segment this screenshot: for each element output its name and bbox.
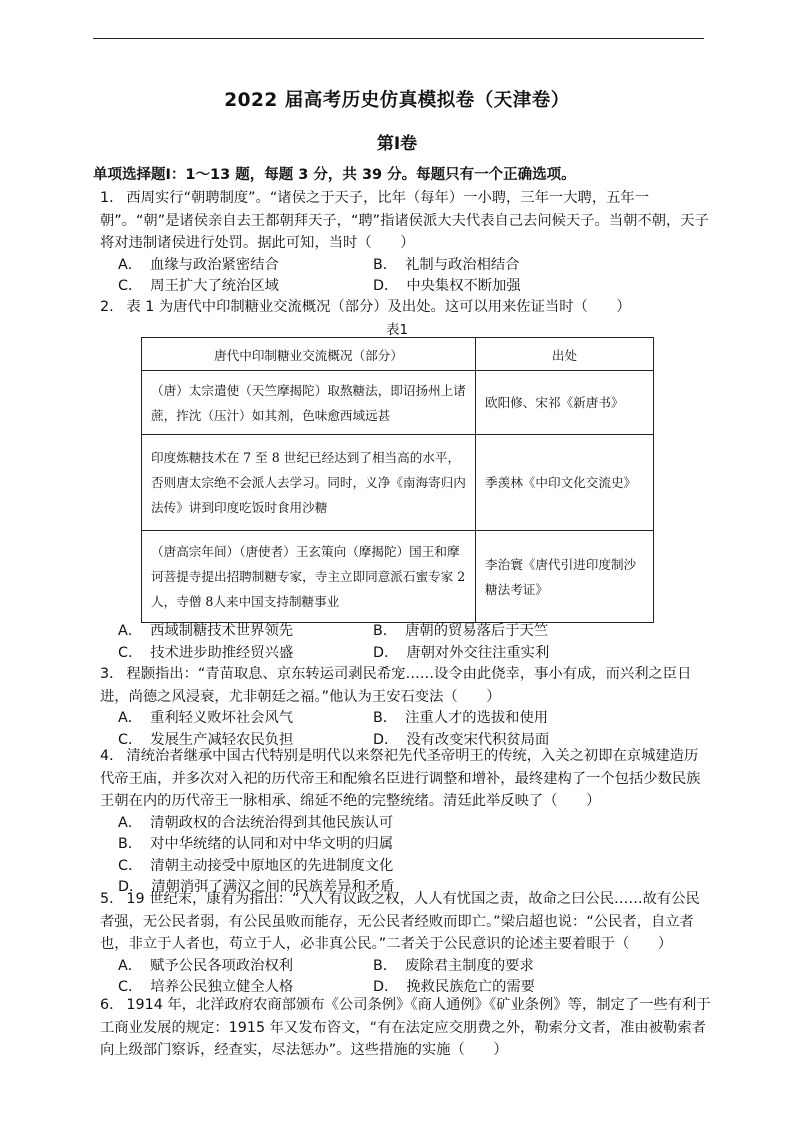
option-label: A． xyxy=(118,710,143,726)
option-label: C． xyxy=(118,979,143,995)
question-text: 西周实行“朝聘制度”。“诸侯之于天子，比年（每年）一小聘，三年一大聘，五年一朝”。“朝”是诸侯亲自去王都朝拜天子，“聘”指诸侯派大夫代表自己去问候天子。当朝不朝，天子将对违制诸侯进行处罚。据此可知，当时（ ） xyxy=(100,190,709,251)
options xyxy=(100,813,712,899)
option-text: 没有改变宋代积贫局面 xyxy=(406,731,550,748)
table-row xyxy=(142,435,654,531)
question-number: 4． xyxy=(100,748,124,764)
option-text: 培养公民独立健全人格 xyxy=(150,979,294,995)
question-text: 表 1 为唐代中印制糖业交流概况（部分）及出处。这可以用来佐证当时（ ） xyxy=(126,299,631,315)
option-label: D． xyxy=(373,278,399,294)
question-text: 19 世纪末，康有为指出：“人人有议政之权，人人有忧国之责，故命之曰公民……故有公民者强，无公民者弱，有公民虽败而能存，无公民者经败而即亡。”梁启超也说：“公民者，自立者也，非立于人者也，苟立于人，必非真公民。”二者关于公民意识的论述主要着眼于（ ） xyxy=(100,891,700,952)
option-text: 清朝主动接受中原地区的先进制度文化 xyxy=(150,857,394,874)
question-stem xyxy=(100,888,712,956)
option-label: D． xyxy=(118,879,144,895)
option-label: D． xyxy=(373,979,399,995)
option-label: B． xyxy=(373,623,398,639)
option-label: A． xyxy=(118,814,143,831)
question-stem xyxy=(100,187,712,255)
option-label: D． xyxy=(373,731,399,748)
option-b[interactable] xyxy=(100,834,712,856)
option-text: 唐朝的贸易落后于天竺 xyxy=(405,623,549,639)
option-text: 西域制糖技术世界领先 xyxy=(150,623,294,639)
table-header: 出处 xyxy=(476,338,654,371)
options xyxy=(100,621,712,664)
option-b[interactable] xyxy=(355,621,610,643)
top-rule xyxy=(93,38,704,39)
option-b[interactable] xyxy=(355,708,610,730)
option-text: 重利轻义败坏社会风气 xyxy=(150,710,294,726)
option-d[interactable] xyxy=(355,276,610,298)
option-text: 赋予公民各项政治权利 xyxy=(150,957,294,974)
option-text: 注重人才的选拔和使用 xyxy=(405,710,549,726)
question-3 xyxy=(100,663,712,751)
question-6 xyxy=(100,994,712,1062)
option-d[interactable] xyxy=(355,643,610,665)
option-c[interactable] xyxy=(100,856,712,878)
option-text: 清朝政权的合法统治得到其他民族认可 xyxy=(150,814,394,831)
options xyxy=(100,956,712,999)
option-text: 废除君主制度的要求 xyxy=(405,957,534,974)
option-text: 技术进步助推经贸兴盛 xyxy=(150,644,294,661)
option-label: A． xyxy=(118,957,143,974)
option-a[interactable] xyxy=(100,255,355,277)
table-cell: 印度炼糖技术在 7 至 8 世纪已经达到了相当高的水平，否则唐太宗绝不会派人去学习。同时，义净《南海寄归内法传》讲到印度吃饭时食用沙糖 xyxy=(142,435,476,531)
question-number: 5． xyxy=(100,891,124,907)
option-label: B． xyxy=(118,836,143,852)
volume-title: 第Ⅰ卷 xyxy=(376,134,418,154)
option-text: 血缘与政治紧密结合 xyxy=(150,256,279,273)
table-cell: （唐高宗年间）（唐使者）王玄策向（摩揭陀）国王和摩诃菩提寺提出招聘制糖专家，寺主立即同意派石蜜专家 2人，寺僧 8人来中国支持制糖事业 xyxy=(142,531,476,623)
option-a[interactable] xyxy=(100,621,355,643)
option-label: B． xyxy=(373,710,398,726)
question-number: 6． xyxy=(100,997,124,1013)
option-label: C． xyxy=(118,278,143,294)
table-cell: （唐）太宗遣使（天竺摩揭陀）取熬糖法，即诏扬州上诸蔗，拃沈（压汁）如其剂，色味愈西域远甚 xyxy=(142,371,476,435)
question-text: 1914 年，北洋政府农商部颁布《公司条例》《商人通例》《矿业条例》等，制定了一些有利于工商业发展的规定：1915 年又发布咨文，“有在法定应交朋费之外，勒索分文者，准由被勒索者向上级部门察诉，经查实，尽法惩办”。这些措施的实施（ ） xyxy=(100,997,711,1058)
question-number: 2． xyxy=(100,299,124,315)
question-4 xyxy=(100,745,712,899)
question-2-options xyxy=(100,621,712,664)
option-label: B． xyxy=(373,256,398,273)
question-stem xyxy=(100,296,712,319)
section-instructions: 单项选择题Ⅰ：1～13 题，每题 3 分，共 39 分。每题只有一个正确选项。 xyxy=(93,167,576,183)
option-c[interactable] xyxy=(100,643,355,665)
table-caption: 表1 xyxy=(385,322,409,338)
option-text: 对中华统绪的认同和对中华文明的归属 xyxy=(150,836,394,852)
question-text: 清统治者继承中国古代特别是明代以来祭祀先代圣帝明王的传统，入关之初即在京城建造历代帝王庙，并多次对入祀的历代帝王和配飨名臣进行调整和增补，最终建构了一个包括少数民族王朝在内的历代帝王一脉相承、绵延不绝的完整统绪。清廷此举反映了（ ） xyxy=(100,748,701,809)
question-stem xyxy=(100,663,712,708)
option-label: C． xyxy=(118,644,143,661)
question-1 xyxy=(100,187,712,298)
table-header: 唐代中印制糖业交流概况（部分） xyxy=(142,338,476,371)
option-text: 发展生产减轻农民负担 xyxy=(150,731,294,748)
option-label: C． xyxy=(118,731,143,748)
table-header-row xyxy=(142,338,654,371)
question-text: 程颢指出：“青苗取息、京东转运司剥民希宠……设令由此侥幸，事小有成，而兴利之臣日进，尚德之风浸衰，尤非朝廷之福。”他认为王安石变法（ ） xyxy=(100,666,692,705)
option-text: 中央集权不断加强 xyxy=(406,278,521,294)
option-label: C． xyxy=(118,857,143,874)
option-c[interactable] xyxy=(100,276,355,298)
question-stem xyxy=(100,994,712,1062)
option-b[interactable] xyxy=(355,255,610,277)
question-5 xyxy=(100,888,712,999)
table-cell: 李治寰《唐代引进印度制沙糖法考证》 xyxy=(476,531,654,623)
option-text: 礼制与政治相结合 xyxy=(405,256,520,273)
option-a[interactable] xyxy=(100,708,355,730)
option-label: A． xyxy=(118,256,143,273)
option-label: A． xyxy=(118,623,143,639)
question-number: 1． xyxy=(100,190,124,206)
question-stem xyxy=(100,745,712,813)
option-text: 周王扩大了统治区域 xyxy=(150,278,279,294)
table-cell: 季羡林《中印文化交流史》 xyxy=(476,435,654,531)
table-cell: 欧阳修、宋祁《新唐书》 xyxy=(476,371,654,435)
question-2 xyxy=(100,296,712,319)
question-number: 3． xyxy=(100,666,124,682)
table-row xyxy=(142,531,654,623)
option-b[interactable] xyxy=(355,956,610,978)
option-label: B． xyxy=(373,957,398,974)
option-text: 清朝消弭了满汉之间的民族差异和矛盾 xyxy=(151,879,395,895)
option-label: D． xyxy=(373,644,399,661)
option-a[interactable] xyxy=(100,956,355,978)
option-a[interactable] xyxy=(100,813,712,835)
options xyxy=(100,255,712,298)
option-text: 唐朝对外交往注重实利 xyxy=(406,644,550,661)
table-row xyxy=(142,371,654,435)
data-table xyxy=(141,337,654,623)
option-text: 挽救民族危亡的需要 xyxy=(406,979,535,995)
exam-title: 2022 届高考历史仿真模拟卷（天津卷） xyxy=(224,90,570,111)
